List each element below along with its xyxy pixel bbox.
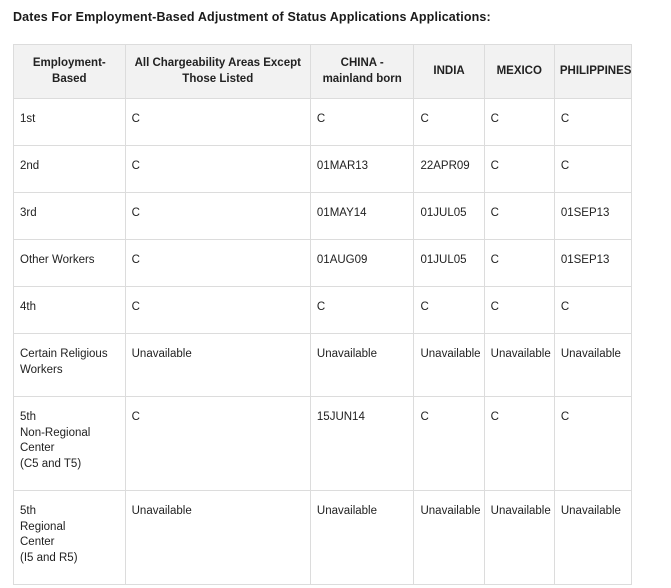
category-cell (14, 146, 126, 193)
category-cell (14, 287, 126, 334)
date-cell-philippines: Unavailable (554, 491, 631, 585)
category-label-line: (I5 and R5) (20, 551, 78, 564)
header-all-chargeability: All Chargeability Areas Except Those Listed (125, 45, 310, 99)
date-cell-india: 22APR09 (414, 146, 484, 193)
date-cell-philippines: C (554, 397, 631, 491)
date-cell-china: 01MAY14 (310, 193, 414, 240)
category-label-line: Center (20, 442, 55, 454)
date-cell-mexico: Unavailable (484, 334, 554, 397)
date-cell-china: 01MAR13 (310, 146, 414, 193)
category-label-line: Regional (20, 520, 66, 533)
date-cell-all: C (125, 146, 310, 193)
date-cell-india: 01JUL05 (414, 240, 484, 287)
category-cell (14, 397, 126, 491)
visa-bulletin-table (13, 44, 632, 585)
category-label-line: 5th (20, 505, 36, 517)
category-label: 2nd (20, 160, 40, 172)
header-employment-based: Employment-Based (14, 45, 126, 99)
date-cell-philippines: 01SEP13 (554, 193, 631, 240)
date-cell-india: 01JUL05 (414, 193, 484, 240)
date-cell-all: C (125, 240, 310, 287)
category-label-line: Center (20, 536, 55, 548)
date-cell-mexico: Unavailable (484, 491, 554, 585)
date-cell-all: C (125, 99, 310, 146)
date-cell-china: C (310, 287, 414, 334)
date-cell-india: Unavailable (414, 334, 484, 397)
date-cell-philippines: C (554, 99, 631, 146)
category-label: 3rd (20, 207, 37, 219)
date-cell-mexico: C (484, 397, 554, 491)
category-cell (14, 491, 126, 585)
date-cell-mexico: C (484, 99, 554, 146)
category-label-line: (C5 and T5) (20, 457, 82, 470)
category-cell (14, 99, 126, 146)
date-cell-china: 15JUN14 (310, 397, 414, 491)
date-cell-mexico: C (484, 146, 554, 193)
page-title: Dates For Employment-Based Adjustment of Status Applications Applications: (13, 10, 491, 24)
category-cell (14, 334, 126, 397)
date-cell-china: 01AUG09 (310, 240, 414, 287)
table-row (14, 491, 632, 585)
date-cell-india: Unavailable (414, 491, 484, 585)
table-row (14, 287, 632, 334)
table-header-row (14, 45, 632, 99)
date-cell-philippines: 01SEP13 (554, 240, 631, 287)
category-label: 4th (20, 301, 36, 313)
table-row (14, 193, 632, 240)
date-cell-china: Unavailable (310, 491, 414, 585)
date-cell-all: C (125, 397, 310, 491)
date-cell-all: C (125, 193, 310, 240)
date-cell-philippines: Unavailable (554, 334, 631, 397)
category-label: Other Workers (20, 254, 95, 266)
table-row (14, 99, 632, 146)
category-label-line: 5th (20, 411, 36, 423)
date-cell-china: C (310, 99, 414, 146)
date-cell-philippines: C (554, 287, 631, 334)
category-cell (14, 240, 126, 287)
category-label: 1st (20, 113, 36, 125)
table-row (14, 334, 632, 397)
category-label: Certain Religious Workers (20, 348, 108, 376)
date-cell-philippines: C (554, 146, 631, 193)
table-row (14, 397, 632, 491)
table-row (14, 146, 632, 193)
date-cell-all: Unavailable (125, 491, 310, 585)
category-label-line: Non-Regional (20, 426, 91, 439)
header-mexico: MEXICO (484, 45, 554, 99)
date-cell-china: Unavailable (310, 334, 414, 397)
category-cell (14, 193, 126, 240)
date-cell-mexico: C (484, 287, 554, 334)
header-india: INDIA (414, 45, 484, 99)
date-cell-india: C (414, 287, 484, 334)
date-cell-india: C (414, 99, 484, 146)
date-cell-india: C (414, 397, 484, 491)
table-row (14, 240, 632, 287)
date-cell-mexico: C (484, 193, 554, 240)
header-philippines: PHILIPPINES (554, 45, 631, 99)
header-china: CHINA - mainland born (310, 45, 414, 99)
date-cell-all: C (125, 287, 310, 334)
date-cell-all: Unavailable (125, 334, 310, 397)
date-cell-mexico: C (484, 240, 554, 287)
